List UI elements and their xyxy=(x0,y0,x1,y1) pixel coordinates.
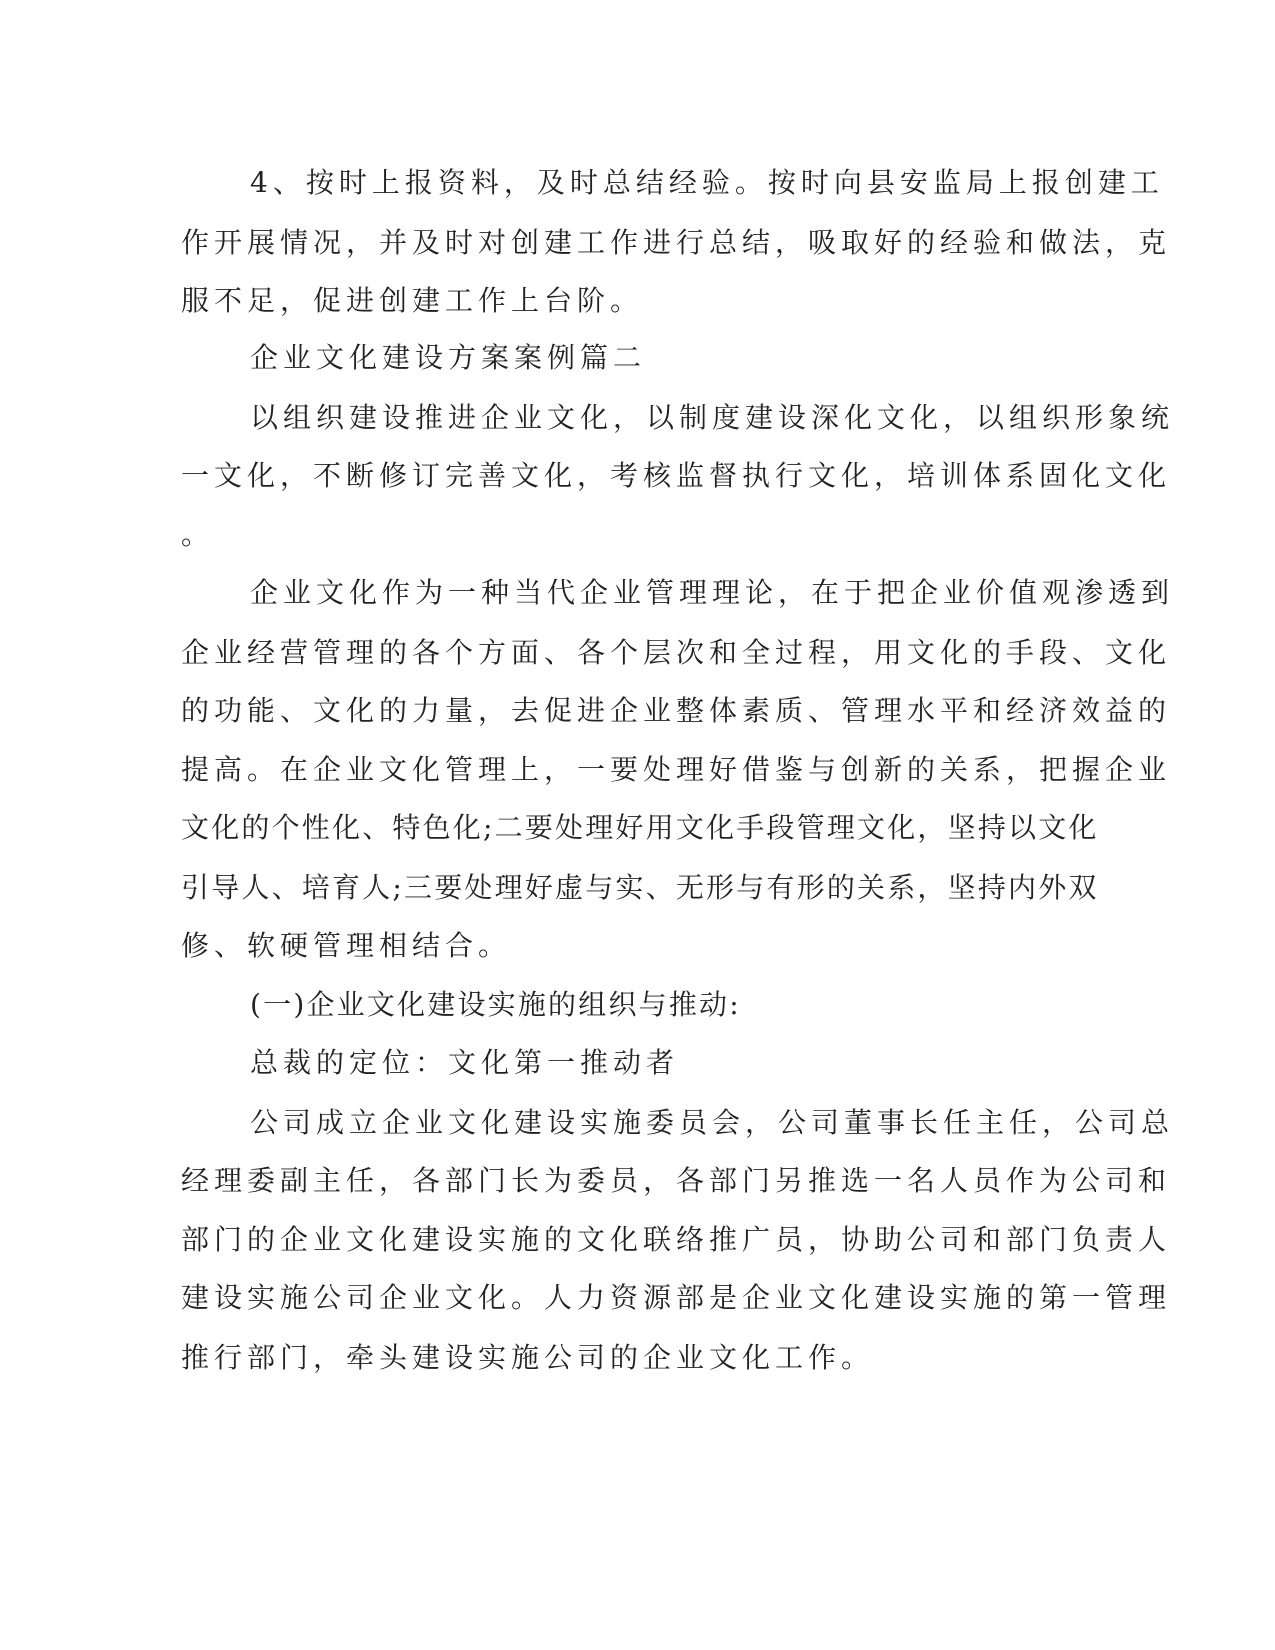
text-line: 一文化，不断修订完善文化，考核监督执行文化，培训体系固化文化 xyxy=(181,459,1172,492)
text-line: 的功能、文化的力量，去促进企业整体素质、管理水平和经济效益的 xyxy=(181,694,1172,727)
text-line: 建设实施公司企业文化。人力资源部是企业文化建设实施的第一管理 xyxy=(181,1281,1172,1314)
text-line: 推行部门，牵头建设实施公司的企业文化工作。 xyxy=(181,1341,875,1374)
text-line: 。 xyxy=(181,518,215,551)
text-line: 总裁的定位：文化第一推动者 xyxy=(250,1046,680,1079)
text-line: 以组织建设推进企业文化，以制度建设深化文化，以组织形象统 xyxy=(250,401,1175,434)
text-line: 修、软硬管理相结合。 xyxy=(181,929,512,962)
text-line: 企业经营管理的各个方面、各个层次和全过程，用文化的手段、文化 xyxy=(181,636,1172,669)
text-line: 服不足，促进创建工作上台阶。 xyxy=(181,284,644,317)
text-line: 部门的企业文化建设实施的文化联络推广员，协助公司和部门负责人 xyxy=(181,1223,1172,1256)
section-heading: 企业文化建设方案案例篇二 xyxy=(250,341,647,374)
text-line: 经理委副主任，各部门长为委员，各部门另推选一名人员作为公司和 xyxy=(181,1164,1172,1197)
text-line: 提高。在企业文化管理上，一要处理好借鉴与创新的关系，把握企业 xyxy=(181,753,1172,786)
text-line: 作开展情况，并及时对创建工作进行总结，吸取好的经验和做法，克 xyxy=(181,226,1172,259)
subsection-heading: (一)企业文化建设实施的组织与推动: xyxy=(250,988,741,1021)
text-line: 文化的个性化、特色化;二要处理好用文化手段管理文化，坚持以文化 xyxy=(181,811,1099,844)
text-line: 4、按时上报资料，及时总结经验。按时向县安监局上报创建工 xyxy=(250,166,1164,199)
text-line: 企业文化作为一种当代企业管理理论，在于把企业价值观渗透到 xyxy=(250,576,1175,609)
text-line: 公司成立企业文化建设实施委员会，公司董事长任主任，公司总 xyxy=(250,1106,1175,1139)
text-line: 引导人、培育人;三要处理好虚与实、无形与有形的关系，坚持内外双 xyxy=(181,871,1099,904)
